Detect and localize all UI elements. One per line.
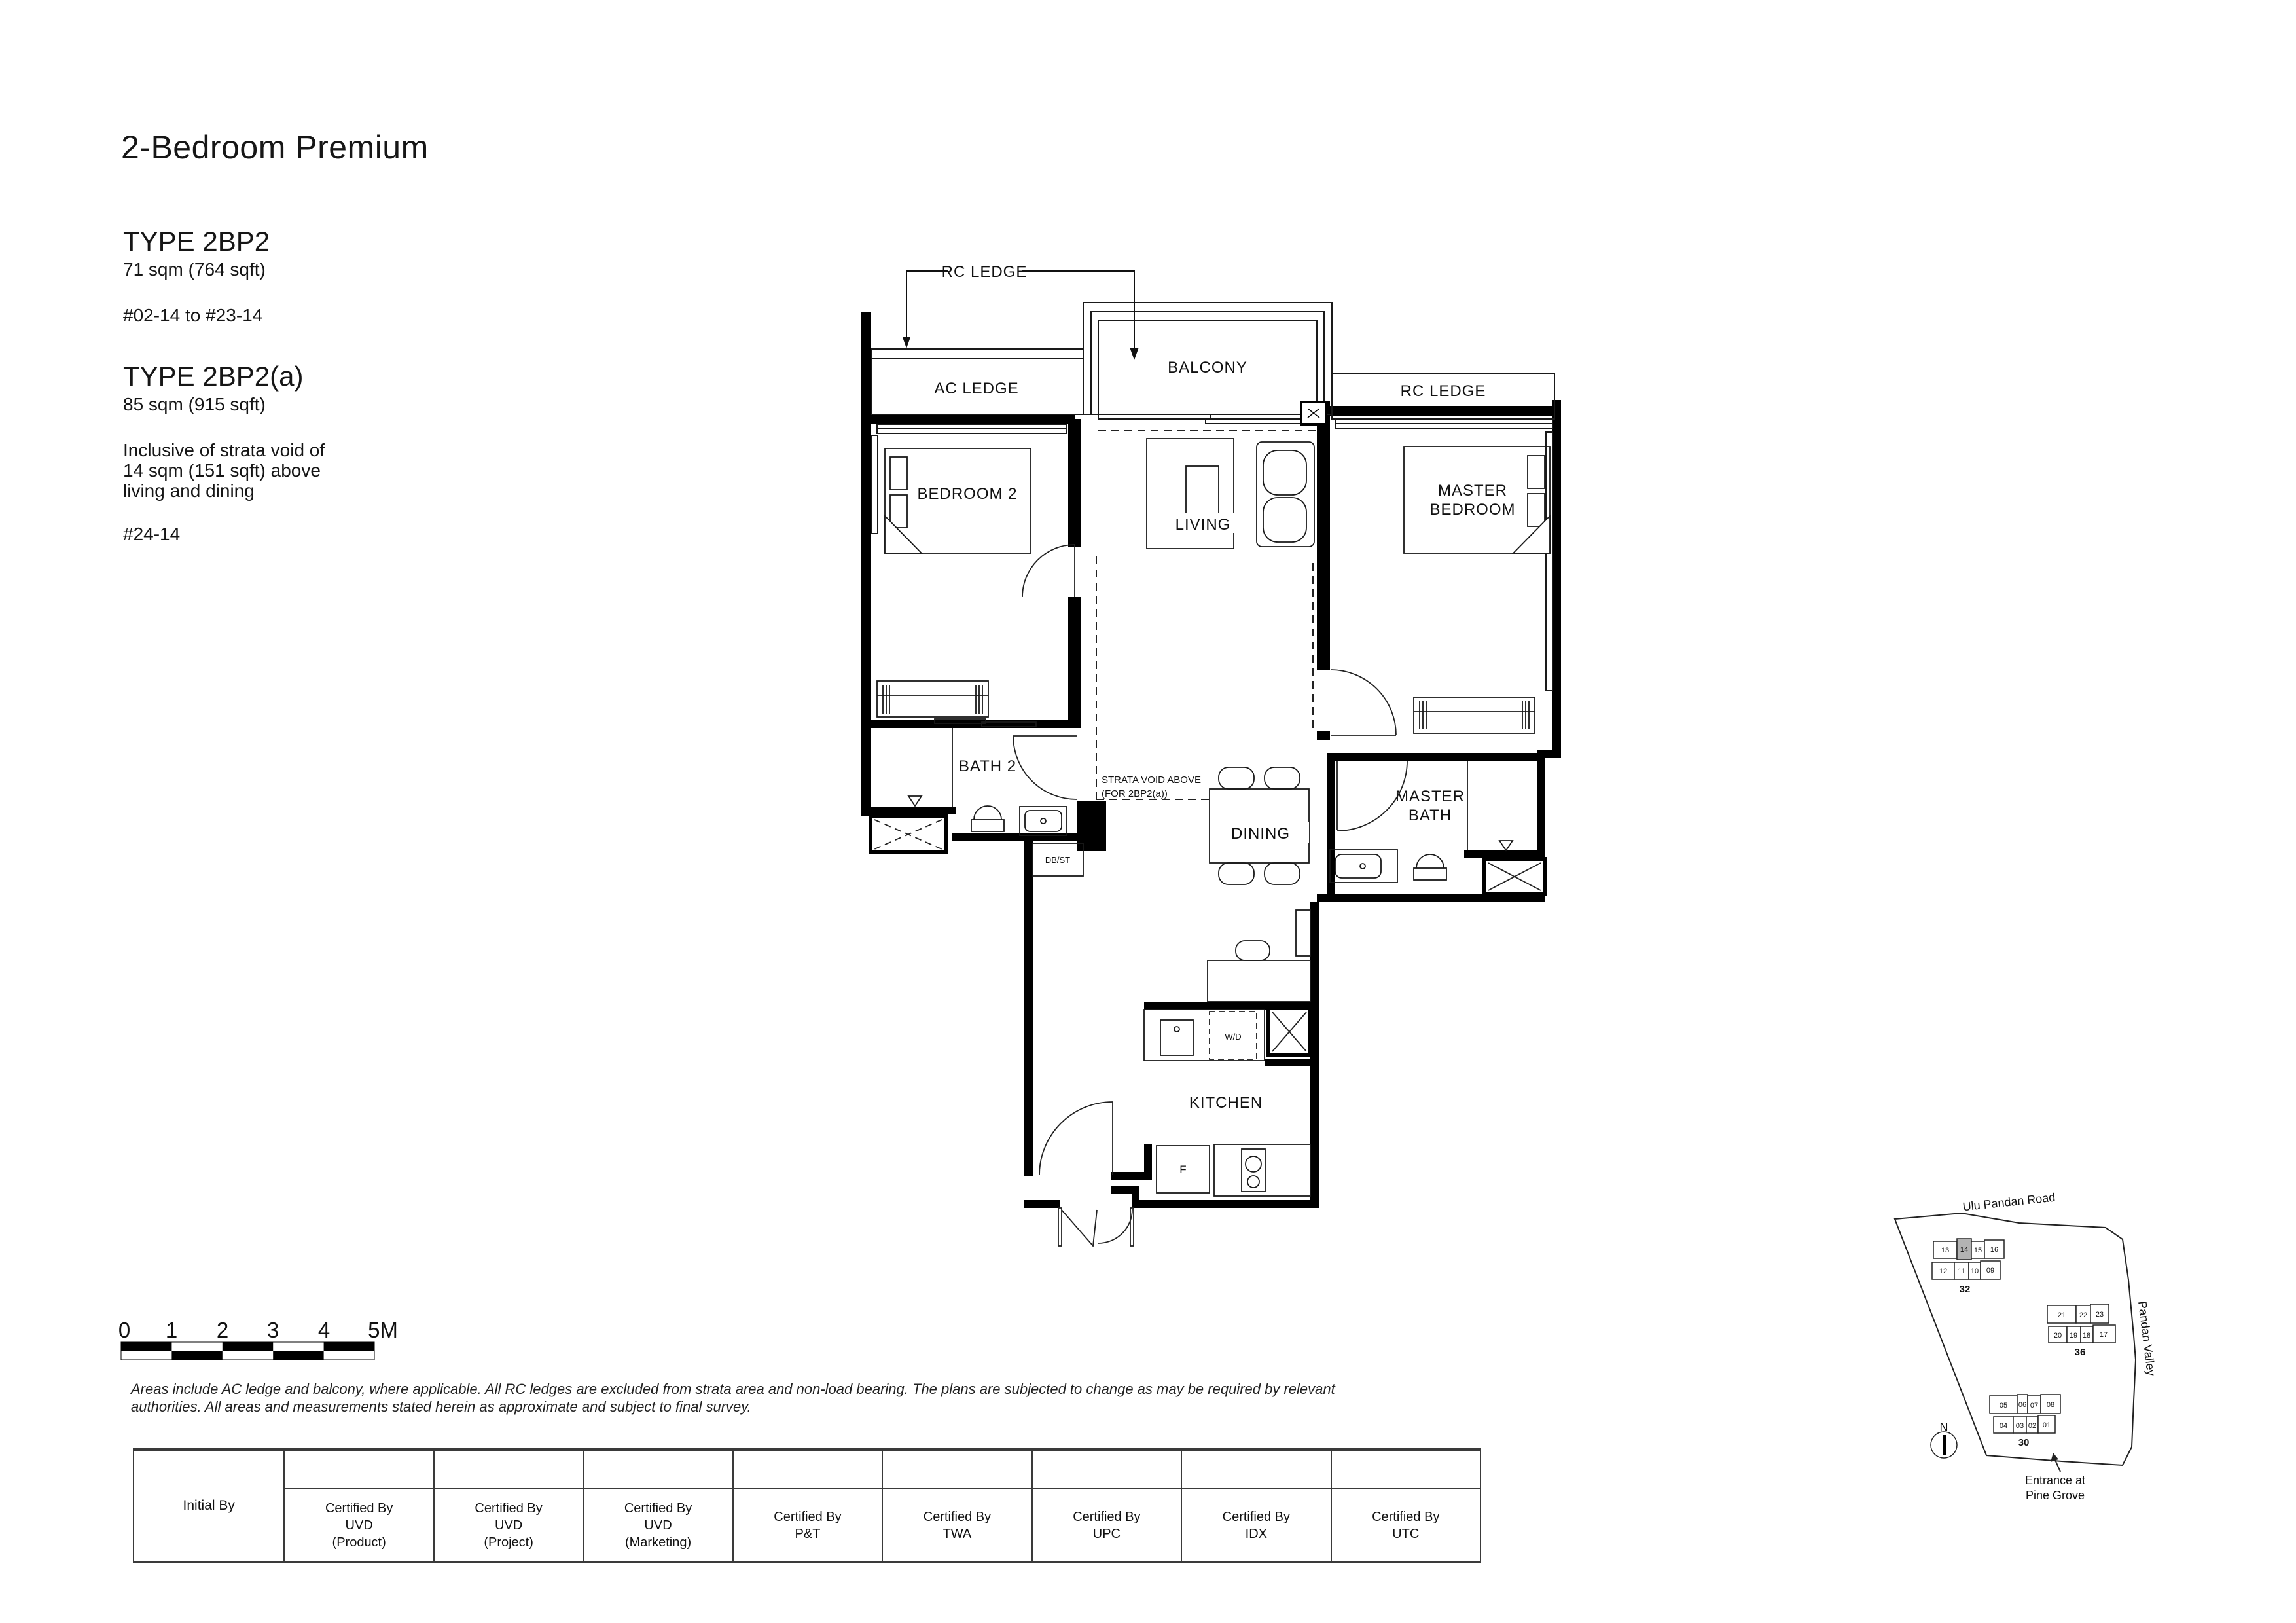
label-bath2: BATH 2 [958, 757, 1017, 775]
scale-tick: 3 [266, 1318, 279, 1342]
certified-by-cell: Certified By UPC [1031, 1489, 1181, 1561]
unit-label: 18 [2082, 1332, 2091, 1340]
block-label: 32 [1959, 1284, 1971, 1295]
unit-label: 16 [1990, 1246, 1999, 1254]
unit-label: 23 [2095, 1311, 2104, 1319]
label-db-st: DB/ST [1045, 855, 1071, 865]
svg-text:Entrance at: Entrance at [2024, 1474, 2086, 1487]
unit-label: 22 [2079, 1311, 2088, 1319]
type1-name: TYPE 2BP2 [123, 226, 270, 257]
certified-by-cell: Certified By UVD (Product) [283, 1489, 433, 1561]
type2-area: 85 sqm (915 sqft) [123, 394, 266, 414]
unit-label: 08 [2046, 1401, 2055, 1409]
bedroom2-wardrobe [877, 681, 1036, 727]
unit-label: 07 [2030, 1402, 2039, 1410]
unit-label: 20 [2053, 1332, 2062, 1340]
certified-by-cell: Certified By UTC [1331, 1489, 1480, 1561]
scale-tick: 2 [216, 1318, 229, 1342]
unit-label: 14 [1960, 1246, 1969, 1254]
unit-label: 12 [1939, 1267, 1948, 1275]
unit-label: 05 [1999, 1402, 2008, 1410]
type1-levels: #02-14 to #23-14 [123, 305, 263, 325]
unit-label: 17 [2099, 1331, 2108, 1339]
unit-label: 02 [2028, 1422, 2037, 1430]
site-map [1895, 1191, 2158, 1502]
certified-by-cell: Certified By UVD (Project) [433, 1489, 583, 1561]
type2-note: Inclusive of strata void of 14 sqm (151 sqft) above living and dining [123, 440, 325, 501]
road-label-pandan-valley: Pandan Valley [2136, 1300, 2158, 1377]
type1-area: 71 sqm (764 sqft) [123, 259, 266, 280]
certified-by-cell: Certified By P&T [732, 1489, 882, 1561]
unit-label: 21 [2057, 1311, 2066, 1319]
label-dining: DINING [1231, 825, 1290, 843]
label-master-bath: MASTER [1395, 788, 1465, 805]
ac-unit-icon [1301, 402, 1326, 424]
label-master-bedroom: MASTER [1437, 482, 1508, 500]
block-label: 36 [2074, 1347, 2086, 1358]
label-strata-void: (FOR 2BP2(a)) [1102, 788, 1168, 799]
unit-label: 10 [1970, 1267, 1979, 1275]
master-dresser [1414, 697, 1535, 733]
scale-tick: 4 [317, 1318, 331, 1342]
north-compass-icon [1931, 1421, 1957, 1458]
label-rc-ledge-top: RC LEDGE [941, 263, 1028, 281]
ac-ledge-box-east [1484, 859, 1545, 894]
certified-by-cell: Certified By IDX [1181, 1489, 1330, 1561]
label-wd: W/D [1225, 1032, 1242, 1042]
unit-label: 01 [2042, 1421, 2051, 1429]
unit-label: 19 [2069, 1332, 2078, 1340]
svg-text:Pine Grove: Pine Grove [2025, 1489, 2085, 1502]
certified-by-cell: Certified By TWA [882, 1489, 1031, 1561]
label-rc-ledge-right: RC LEDGE [1400, 382, 1486, 400]
unit-label: 04 [1999, 1422, 2008, 1430]
strata-void-boundary [1096, 431, 1317, 799]
scale-tick: 1 [165, 1318, 178, 1342]
label-strata-void: STRATA VOID ABOVE [1102, 775, 1201, 786]
label-living: LIVING [1175, 516, 1231, 534]
type2-levels: #24-14 [123, 524, 181, 544]
unit-label: 15 [1973, 1247, 1982, 1254]
scale-bar [118, 1318, 398, 1360]
scale-tick: 5M [368, 1318, 398, 1342]
certified-by-cell: Certified By UVD (Marketing) [583, 1489, 732, 1561]
ac-ledge-box-west [870, 816, 946, 852]
label-master-bedroom: BEDROOM [1429, 501, 1516, 519]
living-sofa [1257, 442, 1314, 547]
entrance-label [2025, 1453, 2085, 1502]
rc-ledge-leader [903, 271, 1138, 358]
label-fridge: F [1179, 1163, 1187, 1176]
label-master-bath: BATH [1408, 807, 1452, 824]
block-label: 30 [2018, 1437, 2030, 1448]
type2-name: TYPE 2BP2(a) [123, 361, 304, 392]
unit-label: 11 [1958, 1267, 1965, 1275]
road-label-ulu-pandan: Ulu Pandan Road [1962, 1190, 2056, 1214]
north-label: N [1939, 1421, 1948, 1434]
label-bedroom2: BEDROOM 2 [917, 485, 1018, 503]
label-ac-ledge: AC LEDGE [934, 380, 1019, 397]
disclaimer: Areas include AC ledge and balcony, where applicable. All RC ledges are excluded from strata area and non-load bearing. The plans are subjected to change as may be required by relevant authorities. All areas and measurements stated herein as approximate and subject to final survey. [131, 1381, 1335, 1415]
label-balcony: BALCONY [1168, 359, 1247, 376]
label-kitchen: KITCHEN [1189, 1094, 1263, 1112]
unit-label: 06 [2018, 1401, 2027, 1409]
unit-label: 03 [2015, 1422, 2024, 1430]
dining-set [1208, 767, 1310, 1002]
scale-tick: 0 [118, 1318, 131, 1342]
ac-ledge-box-kitchen [1268, 1008, 1310, 1055]
initial-by-cell: Initial By [183, 1498, 235, 1513]
unit-label: 13 [1941, 1247, 1950, 1254]
unit-label: 09 [1986, 1267, 1995, 1275]
page-title: 2-Bedroom Premium [121, 129, 429, 166]
